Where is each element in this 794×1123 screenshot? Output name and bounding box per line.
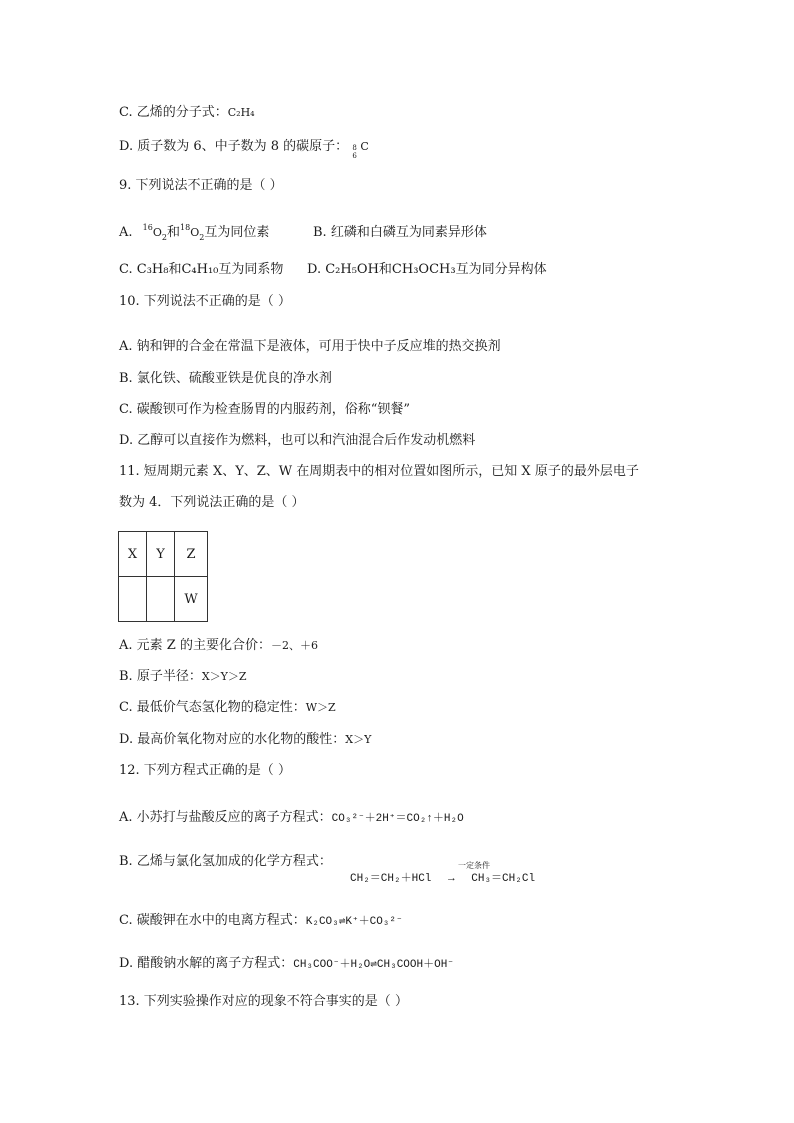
isotope-mass: 18 [180, 223, 191, 232]
q12-option-c [119, 912, 403, 931]
table-cell: Y [147, 532, 175, 577]
subscript: 2 [161, 233, 167, 242]
option-d-carbon [119, 138, 369, 160]
table-cell [119, 577, 147, 622]
mass-number: 8 [352, 144, 357, 152]
equation: K₂CO₃⇌K⁺＋CO₃²⁻ [305, 916, 403, 928]
table-cell [147, 577, 175, 622]
option-label: D. 醋酸钠水解的离子方程式： [119, 956, 294, 971]
subscript: 2 [199, 233, 205, 242]
option-label: A. 元素 Z 的主要化合价： [119, 638, 271, 653]
reaction-condition: 一定条件 [458, 861, 490, 870]
formula: C₂H₄ [227, 106, 255, 119]
option-value: W＞Z [305, 701, 336, 714]
option-label: B. 原子半径： [119, 669, 202, 684]
q9-option-b: B. 红磷和白磷互为同素异形体 [313, 225, 487, 240]
equation: CO₃²⁻＋2H⁺＝CO₂↑＋H₂O [331, 813, 464, 825]
option-c-ethylene [119, 104, 255, 122]
equation-right: CH₃＝CH₂Cl [471, 873, 536, 885]
q12-option-b-equation [350, 870, 535, 888]
table-row [119, 532, 208, 577]
nuclide-notation [352, 138, 360, 160]
element-symbol: C [360, 140, 369, 153]
q10-option-b: B. 氯化铁、硫酸亚铁是优良的净水剂 [119, 371, 332, 386]
question-11-stem-line1: 11. 短周期元素 X、Y、Z、W 在周期表中的相对位置如图所示，已知 X 原子的最外层电子 [119, 464, 639, 479]
atomic-number: 6 [352, 152, 357, 160]
element-symbol: O [152, 226, 162, 239]
equation-left: CH₂＝CH₂＋HCl [350, 873, 432, 885]
option-label: C. 碳酸钾在水中的电离方程式： [119, 913, 306, 928]
q11-option-a [119, 637, 318, 655]
option-label: C. 最低价气态氢化物的稳定性： [119, 700, 306, 715]
periodic-table-fragment [118, 531, 208, 622]
q12-option-b-label: B. 乙烯与氯化氢加成的化学方程式： [119, 854, 332, 869]
conjunction: 和 [166, 225, 180, 240]
q12-option-a [119, 809, 464, 828]
q12-option-d [119, 955, 454, 974]
question-12-stem: 12. 下列方程式正确的是（ ） [119, 763, 291, 778]
q9-option-d: D. C₂H₅OH和CH₃OCH₃互为同分异构体 [307, 262, 547, 277]
option-value: X＞Y＞Z [201, 670, 247, 683]
q10-option-c: C. 碳酸钡可作为检查肠胃的内服药剂，俗称“钡餐” [119, 402, 411, 417]
q11-option-c [119, 699, 336, 717]
table-row [119, 577, 208, 622]
option-value: －2、＋6 [270, 639, 318, 652]
question-13-stem: 13. 下列实验操作对应的现象不符合事实的是（ ） [119, 994, 408, 1009]
table-cell: X [119, 532, 147, 577]
question-11-stem-line2: 数为 4．下列说法正确的是（ ） [119, 495, 305, 510]
equation: CH₃COO⁻＋H₂O⇌CH₃COOH＋OH⁻ [293, 959, 454, 971]
q10-option-d: D. 乙醇可以直接作为燃料，也可以和汽油混合后作发动机燃料 [119, 433, 476, 448]
q10-option-a: A. 钠和钾的合金在常温下是液体，可用于快中子反应堆的热交换剂 [119, 339, 501, 354]
question-10-stem: 10. 下列说法不正确的是（ ） [119, 294, 291, 309]
q9-option-a [119, 224, 269, 243]
option-text: 互为同位素 [204, 225, 270, 240]
q11-option-d [119, 731, 371, 749]
reaction-arrow: → [448, 873, 455, 885]
option-value: X＞Y [345, 733, 372, 746]
q9-option-c: C. C₃H₈和C₄H₁₀互为同系物 [119, 262, 284, 277]
option-label: D. 最高价氧化物对应的水化物的酸性： [119, 732, 346, 747]
question-9-stem: 9. 下列说法不正确的是（ ） [119, 178, 283, 193]
option-label: A. 小苏打与盐酸反应的离子方程式： [119, 810, 332, 825]
table-cell: W [175, 577, 208, 622]
isotope-mass: 16 [142, 223, 153, 232]
table-cell: Z [175, 532, 208, 577]
option-label: C. 乙烯的分子式： [119, 105, 228, 120]
option-letter: A. [119, 225, 133, 240]
q11-option-b [119, 668, 247, 686]
element-symbol: O [190, 226, 200, 239]
option-label: D. 质子数为 6、中子数为 8 的碳原子： [119, 139, 349, 154]
